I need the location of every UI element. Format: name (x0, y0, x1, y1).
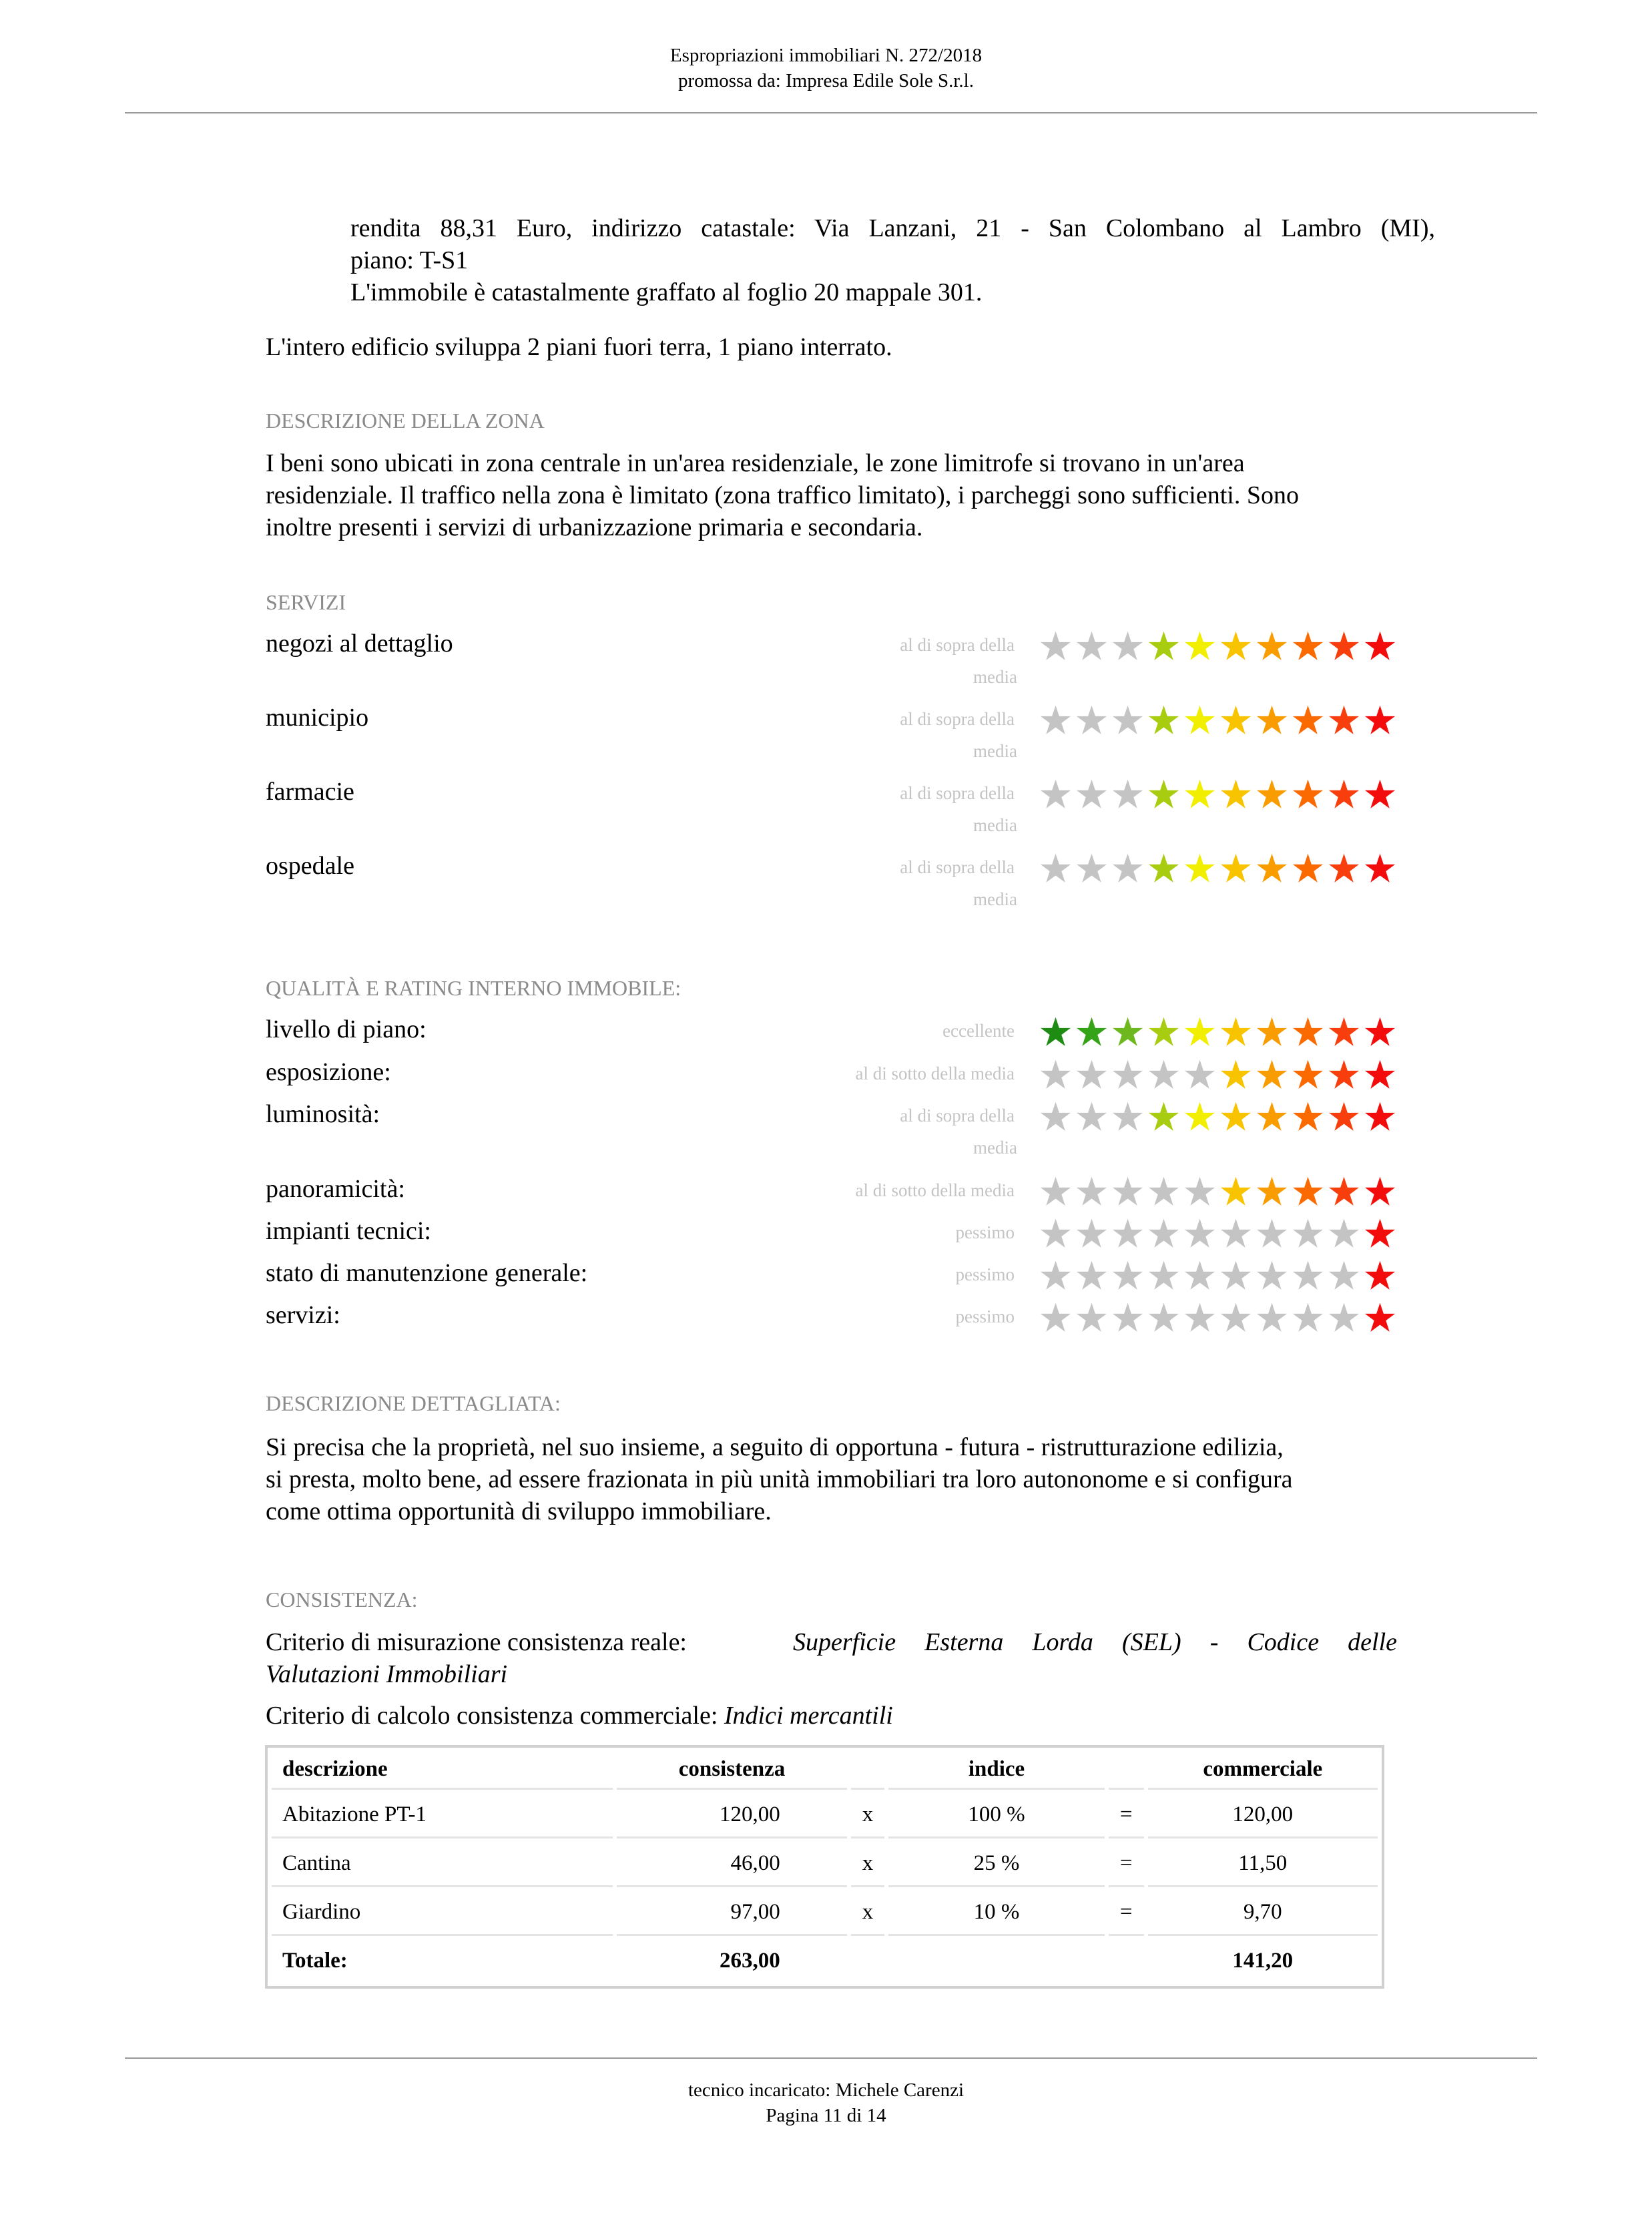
col-header-consistenza: consistenza (617, 1751, 846, 1790)
criterio-calcolo-prefix: Criterio di calcolo consistenza commerciale: (266, 1702, 718, 1730)
total-label: Totale: (282, 1949, 348, 1973)
rating-note: pessimo (955, 1306, 1015, 1326)
star-filled-icon (1183, 1016, 1216, 1047)
star-filled-icon (1219, 630, 1252, 662)
total-commerciale: 141,20 (1232, 1949, 1294, 1973)
star-filled-icon (1292, 1016, 1324, 1047)
star-filled-icon (1111, 1016, 1144, 1047)
rating-stars (1039, 630, 1396, 662)
cell-equals: = (1109, 1891, 1144, 1936)
star-filled-icon (1364, 1016, 1396, 1047)
star-filled-icon (1256, 852, 1288, 884)
cell-commerciale: 9,70 (1148, 1891, 1378, 1936)
star-empty-icon (1039, 1302, 1072, 1333)
rating-stars (1039, 1016, 1396, 1047)
star-empty-icon (1039, 1101, 1072, 1132)
star-empty-icon (1328, 1260, 1360, 1291)
rating-stars (1039, 1101, 1396, 1132)
star-empty-icon (1183, 1176, 1216, 1207)
star-filled-icon (1364, 852, 1396, 884)
star-filled-icon (1364, 704, 1396, 736)
star-filled-icon (1219, 704, 1252, 736)
rating-note: al di sopra della (900, 1105, 1015, 1126)
star-empty-icon (1039, 1176, 1072, 1207)
star-filled-icon (1147, 1101, 1180, 1132)
col-header-spacer (1109, 1751, 1144, 1790)
star-empty-icon (1039, 778, 1072, 810)
star-filled-icon (1219, 852, 1252, 884)
footer-divider (125, 2057, 1537, 2059)
star-filled-icon (1256, 1101, 1288, 1132)
star-filled-icon (1328, 1176, 1360, 1207)
star-filled-icon (1364, 1059, 1396, 1090)
cell-times: x (851, 1793, 885, 1838)
cell-commerciale: 120,00 (1148, 1793, 1378, 1838)
star-filled-icon (1183, 1101, 1216, 1132)
star-filled-icon (1256, 1016, 1288, 1047)
star-filled-icon (1328, 852, 1360, 884)
star-empty-icon (1075, 630, 1108, 662)
rating-label: ospedale (266, 852, 354, 880)
header-subtitle: promossa da: Impresa Edile Sole S.r.l. (678, 70, 974, 91)
cell-descrizione: Giardino (272, 1891, 613, 1936)
star-filled-icon (1219, 1176, 1252, 1207)
star-empty-icon (1183, 1218, 1216, 1249)
criterio-misurazione-value-cont: Valutazioni Immobiliari (266, 1660, 508, 1688)
star-empty-icon (1111, 1302, 1144, 1333)
star-filled-icon (1219, 778, 1252, 810)
star-filled-icon (1328, 1101, 1360, 1132)
rating-note: al di sopra della (900, 709, 1015, 729)
rating-note: al di sotto della media (855, 1063, 1015, 1083)
star-empty-icon (1075, 1302, 1108, 1333)
cell-times: x (851, 1842, 885, 1887)
criterio-calcolo (266, 1700, 893, 1732)
cell-commerciale: 11,50 (1148, 1842, 1378, 1887)
building-floors: L'intero edificio sviluppa 2 piani fuori terra, 1 piano interrato. (266, 333, 892, 361)
star-empty-icon (1292, 1218, 1324, 1249)
star-filled-icon (1292, 778, 1324, 810)
cell-equals: = (1109, 1793, 1144, 1838)
star-empty-icon (1183, 1302, 1216, 1333)
star-filled-icon (1183, 630, 1216, 662)
section-title-consistenza: CONSISTENZA: (266, 1587, 418, 1612)
intro-line-1: rendita 88,31 Euro, indirizzo catastale: Via Lanzani, 21 - San Colombano al Lambro (MI), (350, 214, 1435, 242)
star-empty-icon (1328, 1218, 1360, 1249)
star-empty-icon (1183, 1059, 1216, 1090)
rating-label: municipio (266, 704, 369, 732)
star-filled-icon (1219, 1016, 1252, 1047)
rating-label: livello di piano: (266, 1015, 427, 1043)
star-filled-icon (1292, 1101, 1324, 1132)
star-empty-icon (1111, 1260, 1144, 1291)
star-empty-icon (1075, 852, 1108, 884)
star-filled-icon (1328, 630, 1360, 662)
star-filled-icon (1292, 1059, 1324, 1090)
criterio-misurazione (266, 1626, 1397, 1658)
total-spacer (888, 1939, 1104, 1983)
star-filled-icon (1364, 778, 1396, 810)
cell-indice: 25 % (888, 1842, 1104, 1887)
cell-descrizione: Cantina (272, 1842, 613, 1887)
dettaglio-line-2: si presta, molto bene, ad essere frazionata in più unità immobiliari tra loro autononome e si configura (266, 1465, 1293, 1493)
rating-label: luminosità: (266, 1100, 380, 1128)
col-header-indice: indice (888, 1751, 1104, 1790)
star-empty-icon (1292, 1302, 1324, 1333)
star-empty-icon (1075, 704, 1108, 736)
star-empty-icon (1075, 1260, 1108, 1291)
rating-stars (1039, 1302, 1396, 1333)
star-filled-icon (1219, 1059, 1252, 1090)
header-divider (125, 112, 1537, 113)
star-empty-icon (1111, 704, 1144, 736)
star-empty-icon (1219, 1218, 1252, 1249)
star-filled-icon (1328, 1016, 1360, 1047)
star-filled-icon (1147, 630, 1180, 662)
star-filled-icon (1292, 630, 1324, 662)
star-filled-icon (1364, 1302, 1396, 1333)
rating-label: servizi: (266, 1301, 340, 1329)
star-empty-icon (1111, 1059, 1144, 1090)
star-empty-icon (1111, 630, 1144, 662)
star-empty-icon (1256, 1218, 1288, 1249)
intro-line-3: L'immobile è catastalmente graffato al foglio 20 mappale 301. (350, 278, 983, 306)
rating-note-cont: media (973, 889, 1017, 909)
cell-indice: 100 % (888, 1793, 1104, 1838)
cell-indice: 10 % (888, 1891, 1104, 1936)
criterio-calcolo-value: Indici mercantili (724, 1702, 893, 1730)
star-empty-icon (1256, 1260, 1288, 1291)
rating-note: al di sotto della media (855, 1180, 1015, 1200)
star-empty-icon (1039, 1218, 1072, 1249)
star-empty-icon (1039, 852, 1072, 884)
star-empty-icon (1219, 1260, 1252, 1291)
star-filled-icon (1292, 852, 1324, 884)
star-filled-icon (1256, 1059, 1288, 1090)
star-empty-icon (1147, 1302, 1180, 1333)
total-spacer (1109, 1939, 1144, 1983)
star-empty-icon (1147, 1059, 1180, 1090)
star-empty-icon (1183, 1260, 1216, 1291)
star-filled-icon (1075, 1016, 1108, 1047)
star-filled-icon (1256, 630, 1288, 662)
star-filled-icon (1364, 1218, 1396, 1249)
star-filled-icon (1039, 1016, 1072, 1047)
rating-note: pessimo (955, 1264, 1015, 1284)
star-empty-icon (1039, 630, 1072, 662)
star-filled-icon (1147, 704, 1180, 736)
col-header-spacer (851, 1751, 885, 1790)
star-filled-icon (1183, 778, 1216, 810)
rating-note: eccellente (942, 1021, 1015, 1041)
dettaglio-line-3: come ottima opportunità di sviluppo immobiliare. (266, 1497, 772, 1525)
rating-note: al di sopra della (900, 783, 1015, 803)
star-empty-icon (1219, 1302, 1252, 1333)
rating-stars (1039, 852, 1396, 884)
star-filled-icon (1364, 1176, 1396, 1207)
table-row (272, 1842, 1378, 1887)
table-header-row (272, 1751, 1378, 1790)
consistenza-table (265, 1745, 1384, 1989)
star-empty-icon (1111, 852, 1144, 884)
star-filled-icon (1328, 1059, 1360, 1090)
star-filled-icon (1147, 852, 1180, 884)
cell-times: x (851, 1891, 885, 1936)
rating-stars (1039, 1218, 1396, 1249)
star-empty-icon (1147, 1218, 1180, 1249)
star-empty-icon (1075, 1218, 1108, 1249)
star-empty-icon (1328, 1302, 1360, 1333)
rating-stars (1039, 704, 1396, 736)
star-empty-icon (1039, 704, 1072, 736)
cell-consistenza: 46,00 (617, 1842, 846, 1887)
rating-note-cont: media (973, 667, 1017, 687)
dettaglio-line-1: Si precisa che la proprietà, nel suo insieme, a seguito di opportuna - futura - ristrutturazione edilizia, (266, 1433, 1284, 1461)
star-empty-icon (1147, 1176, 1180, 1207)
star-filled-icon (1183, 704, 1216, 736)
rating-note-cont: media (973, 741, 1017, 761)
rating-note-cont: media (973, 1138, 1017, 1158)
rating-note: al di sopra della (900, 635, 1015, 655)
rating-stars (1039, 778, 1396, 810)
rating-stars (1039, 1260, 1396, 1291)
star-filled-icon (1364, 1101, 1396, 1132)
cell-consistenza: 120,00 (617, 1793, 846, 1838)
star-empty-icon (1111, 778, 1144, 810)
star-empty-icon (1075, 1176, 1108, 1207)
star-empty-icon (1147, 1260, 1180, 1291)
cell-equals: = (1109, 1842, 1144, 1887)
table-row (272, 1891, 1378, 1936)
section-title-zona: DESCRIZIONE DELLA ZONA (266, 409, 545, 433)
header-title: Espropriazioni immobiliari N. 272/2018 (669, 45, 983, 66)
footer-author: tecnico incaricato: Michele Carenzi (687, 2079, 965, 2101)
star-empty-icon (1256, 1302, 1288, 1333)
star-empty-icon (1039, 1260, 1072, 1291)
rating-label: farmacie (266, 778, 354, 806)
star-filled-icon (1256, 778, 1288, 810)
zona-line-2: residenziale. Il traffico nella zona è limitato (zona traffico limitato), i parcheggi sono sufficienti. Sono (266, 481, 1299, 509)
star-empty-icon (1075, 1059, 1108, 1090)
page-number: Pagina 11 di 14 (766, 2105, 886, 2126)
star-empty-icon (1111, 1176, 1144, 1207)
section-title-servizi: SERVIZI (266, 590, 346, 614)
rating-stars (1039, 1176, 1396, 1207)
star-filled-icon (1364, 1260, 1396, 1291)
rating-label: negozi al dettaglio (266, 630, 453, 658)
criterio-misurazione-value: Superficie Esterna Lorda (SEL) - Codice delle (793, 1628, 1397, 1656)
zona-line-3: inoltre presenti i servizi di urbanizzazione primaria e secondaria. (266, 513, 923, 541)
rating-label: impianti tecnici: (266, 1217, 431, 1245)
rating-note: al di sopra della (900, 857, 1015, 877)
star-filled-icon (1147, 778, 1180, 810)
star-filled-icon (1147, 1016, 1180, 1047)
col-header-descrizione: descrizione (272, 1751, 613, 1790)
cell-consistenza: 97,00 (617, 1891, 846, 1936)
table-row (272, 1793, 1378, 1838)
col-header-commerciale: commerciale (1148, 1751, 1378, 1790)
section-title-qualita: QUALITÀ E RATING INTERNO IMMOBILE: (266, 976, 681, 1000)
section-title-dettaglio: DESCRIZIONE DETTAGLIATA: (266, 1391, 561, 1415)
total-consistenza: 263,00 (719, 1949, 780, 1973)
star-filled-icon (1364, 630, 1396, 662)
star-empty-icon (1292, 1260, 1324, 1291)
rating-label: panoramicità: (266, 1175, 405, 1203)
star-filled-icon (1328, 778, 1360, 810)
rating-label: stato di manutenzione generale: (266, 1259, 588, 1287)
rating-note-cont: media (973, 815, 1017, 835)
star-filled-icon (1292, 1176, 1324, 1207)
star-empty-icon (1075, 1101, 1108, 1132)
star-filled-icon (1183, 852, 1216, 884)
table-total-row (272, 1939, 1378, 1983)
star-filled-icon (1328, 704, 1360, 736)
star-filled-icon (1292, 704, 1324, 736)
zona-line-1: I beni sono ubicati in zona centrale in un'area residenziale, le zone limitrofe si trovano in un'area (266, 449, 1245, 477)
star-filled-icon (1219, 1101, 1252, 1132)
rating-stars (1039, 1059, 1396, 1090)
star-empty-icon (1111, 1218, 1144, 1249)
cell-descrizione: Abitazione PT-1 (272, 1793, 613, 1838)
star-empty-icon (1039, 1059, 1072, 1090)
criterio-misurazione-prefix: Criterio di misurazione consistenza reale: (266, 1628, 687, 1656)
star-empty-icon (1075, 778, 1108, 810)
rating-label: esposizione: (266, 1058, 391, 1086)
total-spacer (851, 1939, 885, 1983)
rating-note: pessimo (955, 1222, 1015, 1242)
intro-line-2: piano: T-S1 (350, 246, 469, 274)
star-filled-icon (1256, 1176, 1288, 1207)
star-empty-icon (1111, 1101, 1144, 1132)
star-filled-icon (1256, 704, 1288, 736)
